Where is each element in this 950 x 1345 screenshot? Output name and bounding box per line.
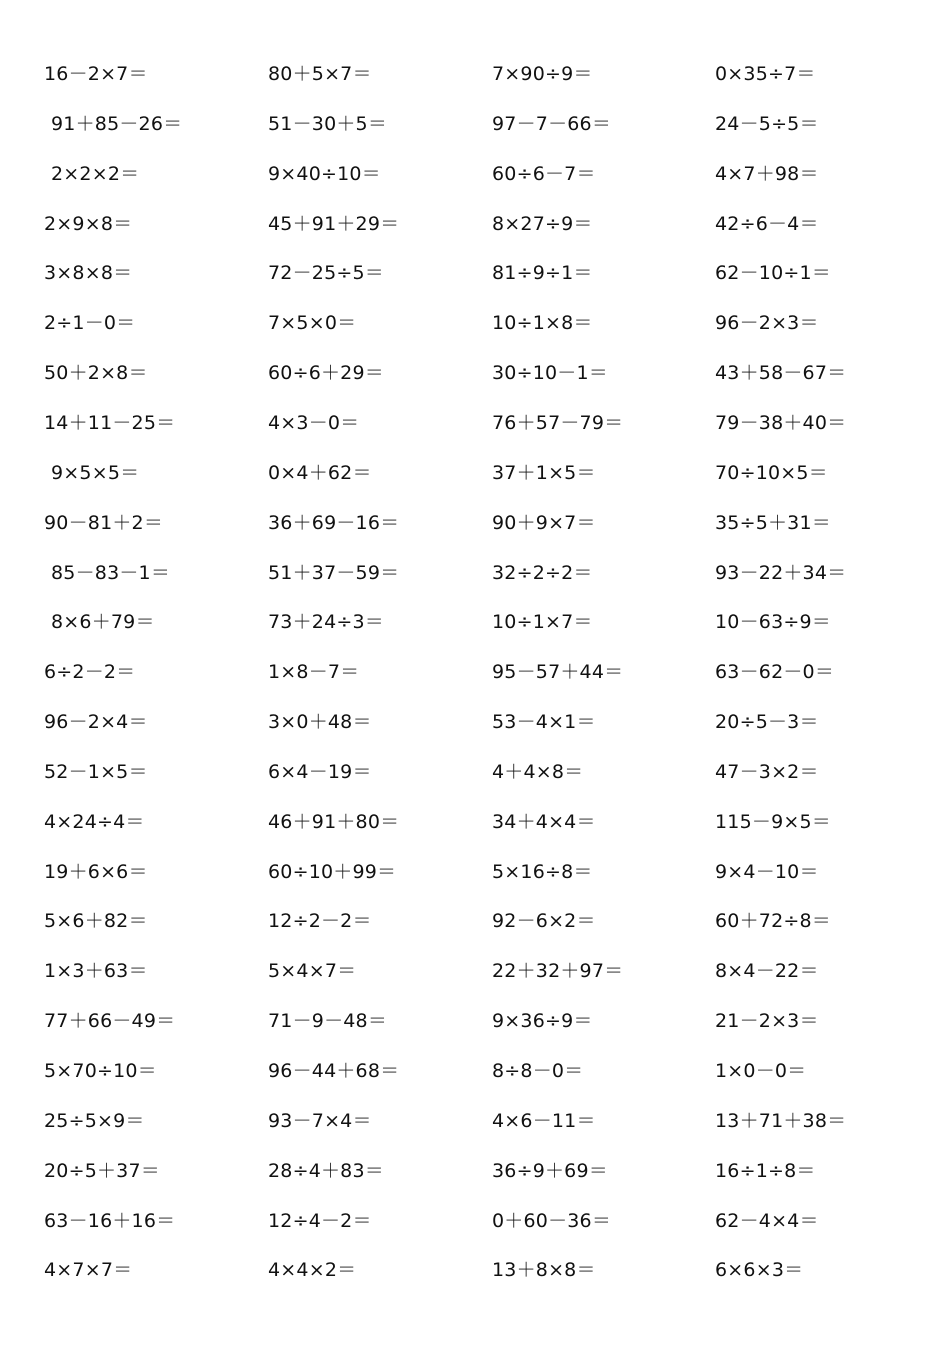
math-problem: 37＋1×5＝ xyxy=(492,462,596,484)
math-problem: 8×6＋79＝ xyxy=(51,611,155,633)
math-problem: 6÷2－2＝ xyxy=(44,661,136,683)
math-problem: 7×5×0＝ xyxy=(268,312,357,334)
math-problem: 45＋91＋29＝ xyxy=(268,213,400,235)
math-problem: 4×4×2＝ xyxy=(268,1259,357,1281)
math-problem: 8÷8－0＝ xyxy=(492,1060,584,1082)
math-problem: 13＋71＋38＝ xyxy=(715,1110,847,1132)
math-problem: 50＋2×8＝ xyxy=(44,362,148,384)
math-problem: 12÷2－2＝ xyxy=(268,910,372,932)
math-problem: 36＋69－16＝ xyxy=(268,512,400,534)
math-problem: 42÷6－4＝ xyxy=(715,213,819,235)
math-problem: 20÷5－3＝ xyxy=(715,711,819,733)
math-problem: 14＋11－25＝ xyxy=(44,412,176,434)
math-problem: 76＋57－79＝ xyxy=(492,412,624,434)
math-problem: 1×8－7＝ xyxy=(268,661,360,683)
math-problem: 4×3－0＝ xyxy=(268,412,360,434)
math-problem: 1×3＋63＝ xyxy=(44,960,148,982)
math-problem: 115－9×5＝ xyxy=(715,811,831,833)
math-problem: 80＋5×7＝ xyxy=(268,63,372,85)
math-problem: 25÷5×9＝ xyxy=(44,1110,145,1132)
math-problem: 53－4×1＝ xyxy=(492,711,596,733)
math-problem: 43＋58－67＝ xyxy=(715,362,847,384)
math-problem: 60＋72÷8＝ xyxy=(715,910,831,932)
math-problem: 96－2×4＝ xyxy=(44,711,148,733)
math-problem: 4×6－11＝ xyxy=(492,1110,596,1132)
math-problem: 62－4×4＝ xyxy=(715,1210,819,1232)
math-problem: 35÷5＋31＝ xyxy=(715,512,831,534)
math-problem: 9×40÷10＝ xyxy=(268,163,381,185)
math-problem: 13＋8×8＝ xyxy=(492,1259,596,1281)
math-problem: 36÷9＋69＝ xyxy=(492,1160,608,1182)
math-problem: 4×7×7＝ xyxy=(44,1259,133,1281)
math-problem: 63－62－0＝ xyxy=(715,661,835,683)
math-problem: 60÷10＋99＝ xyxy=(268,861,397,883)
math-problem: 60÷6＋29＝ xyxy=(268,362,384,384)
math-problem: 46＋91＋80＝ xyxy=(268,811,400,833)
math-problem: 8×4－22＝ xyxy=(715,960,819,982)
math-problem: 4＋4×8＝ xyxy=(492,761,584,783)
math-problem: 5×4×7＝ xyxy=(268,960,357,982)
math-problem: 16－2×7＝ xyxy=(44,63,148,85)
math-problem: 19＋6×6＝ xyxy=(44,861,148,883)
math-problem: 5×6＋82＝ xyxy=(44,910,148,932)
math-problem: 77＋66－49＝ xyxy=(44,1010,176,1032)
math-problem: 9×4－10＝ xyxy=(715,861,819,883)
math-problem: 79－38＋40＝ xyxy=(715,412,847,434)
math-problem: 1×0－0＝ xyxy=(715,1060,807,1082)
math-problem: 0×35÷7＝ xyxy=(715,63,816,85)
math-problem: 51＋37－59＝ xyxy=(268,562,400,584)
math-problem: 81÷9÷1＝ xyxy=(492,262,593,284)
math-problem: 21－2×3＝ xyxy=(715,1010,819,1032)
math-problem: 97－7－66＝ xyxy=(492,113,612,135)
math-problem: 9×36÷9＝ xyxy=(492,1010,593,1032)
math-problem: 20÷5＋37＝ xyxy=(44,1160,160,1182)
math-problem: 3×8×8＝ xyxy=(44,262,133,284)
math-problem: 71－9－48＝ xyxy=(268,1010,388,1032)
math-problem: 7×90÷9＝ xyxy=(492,63,593,85)
math-problem: 5×70÷10＝ xyxy=(44,1060,157,1082)
math-problem: 63－16＋16＝ xyxy=(44,1210,176,1232)
math-problem: 96－44＋68＝ xyxy=(268,1060,400,1082)
math-problem: 32÷2÷2＝ xyxy=(492,562,593,584)
math-problem: 91＋85－26＝ xyxy=(51,113,183,135)
math-problem: 90＋9×7＝ xyxy=(492,512,596,534)
math-problem: 10÷1×7＝ xyxy=(492,611,593,633)
math-problem: 73＋24÷3＝ xyxy=(268,611,384,633)
math-problem: 47－3×2＝ xyxy=(715,761,819,783)
math-problem: 2×2×2＝ xyxy=(51,163,140,185)
math-problem: 10－63÷9＝ xyxy=(715,611,831,633)
math-problem: 4×24÷4＝ xyxy=(44,811,145,833)
math-problem: 2×9×8＝ xyxy=(44,213,133,235)
math-problem: 70÷10×5＝ xyxy=(715,462,828,484)
math-problem: 6×6×3＝ xyxy=(715,1259,804,1281)
math-problem: 30÷10－1＝ xyxy=(492,362,608,384)
math-problem: 95－57＋44＝ xyxy=(492,661,624,683)
math-problem: 24－5÷5＝ xyxy=(715,113,819,135)
math-problem: 9×5×5＝ xyxy=(51,462,140,484)
math-problem: 12÷4－2＝ xyxy=(268,1210,372,1232)
math-problem: 8×27÷9＝ xyxy=(492,213,593,235)
math-problem: 93－22＋34＝ xyxy=(715,562,847,584)
math-problem: 10÷1×8＝ xyxy=(492,312,593,334)
math-problem: 92－6×2＝ xyxy=(492,910,596,932)
math-problem: 51－30＋5＝ xyxy=(268,113,388,135)
math-problem: 3×0＋48＝ xyxy=(268,711,372,733)
math-problem: 72－25÷5＝ xyxy=(268,262,384,284)
math-problem: 93－7×4＝ xyxy=(268,1110,372,1132)
math-problem: 4×7＋98＝ xyxy=(715,163,819,185)
math-problem: 52－1×5＝ xyxy=(44,761,148,783)
math-problem: 0＋60－36＝ xyxy=(492,1210,612,1232)
math-problem: 62－10÷1＝ xyxy=(715,262,831,284)
math-problem: 0×4＋62＝ xyxy=(268,462,372,484)
math-problem: 90－81＋2＝ xyxy=(44,512,164,534)
math-problem: 5×16÷8＝ xyxy=(492,861,593,883)
math-problem: 28÷4＋83＝ xyxy=(268,1160,384,1182)
math-problem: 16÷1÷8＝ xyxy=(715,1160,816,1182)
math-problem: 34＋4×4＝ xyxy=(492,811,596,833)
math-problem: 6×4－19＝ xyxy=(268,761,372,783)
math-problem: 60÷6－7＝ xyxy=(492,163,596,185)
math-problem: 22＋32＋97＝ xyxy=(492,960,624,982)
math-problem: 85－83－1＝ xyxy=(51,562,171,584)
math-problem: 96－2×3＝ xyxy=(715,312,819,334)
math-problem: 2÷1－0＝ xyxy=(44,312,136,334)
